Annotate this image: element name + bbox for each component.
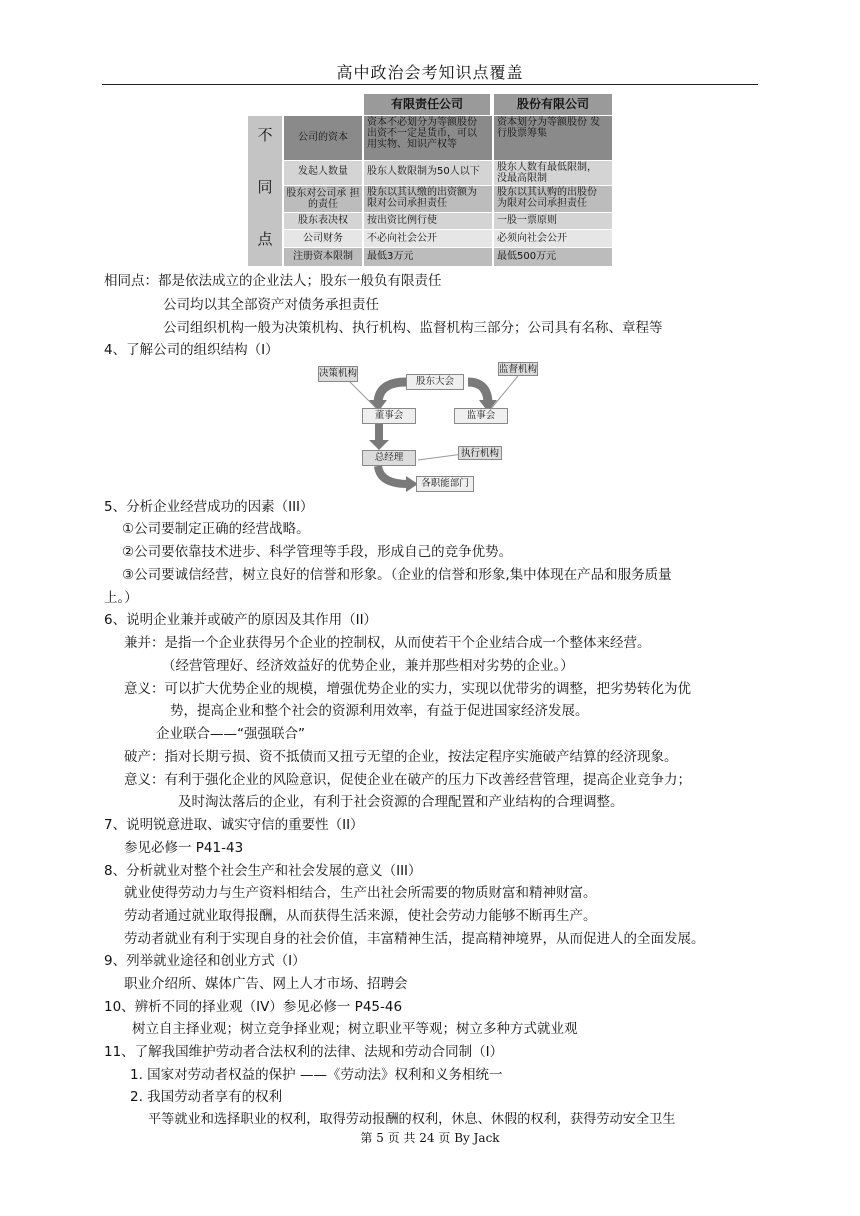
body-line: 2. 我国劳动者享有的权利 [130, 1089, 283, 1105]
row-label: 股东表决权 [284, 213, 362, 229]
side-label-1: 不 [257, 126, 273, 144]
body-line: 势，提高企业和整个社会的资源利用效率，有益于促进国家经济发展。 [170, 703, 589, 719]
body-line: 参见必修一 P41-43 [124, 840, 244, 856]
body-line: 平等就业和选择职业的权利，取得劳动报酬的权利，休息、休假的权利，获得劳动安全卫生 [148, 1112, 676, 1127]
company-comparison-table [248, 94, 612, 266]
row-value-jsc: 必须向社会公开 [494, 230, 612, 247]
side-label-2: 同 [257, 178, 273, 196]
body-line: 劳动者通过就业取得报酬，从而获得生活来源，使社会劳动力能够不断再生产。 [124, 908, 597, 924]
body-line: 上。） [104, 590, 138, 606]
execution-body-label: 执行机构 [458, 446, 502, 460]
section-heading: 6、说明企业兼并或破产的原因及其作用（II） [104, 612, 378, 628]
row-value-jsc: 一股一票原则 [494, 213, 612, 229]
section-heading: 7、说明锐意进取、诚实守信的重要性（II） [104, 817, 364, 833]
header-rule [102, 84, 758, 85]
row-value-jsc: 股东以其认购的出股份 为限对公司承担责任 [494, 186, 612, 212]
body-line: 树立自主择业观；树立竞争择业观；树立职业平等观；树立多种方式就业观 [132, 1021, 578, 1037]
section-heading: 11、了解我国维护劳动者合法权利的法律、法规和劳动合同制（I） [104, 1044, 504, 1060]
body-line: ①公司要制定正确的经营战略。 [122, 521, 310, 537]
decision-body-label: 决策机构 [318, 366, 358, 382]
page-title: 高中政治会考知识点覆盖 [336, 63, 524, 82]
body-line: 就业使得劳动力与生产资料相结合，生产出社会所需要的物质财富和精神财富。 [124, 885, 597, 901]
row-value-jsc: 股东人数有最低限制， 没最高限制 [494, 161, 612, 185]
supervision-body-label: 监督机构 [499, 364, 538, 375]
row-value-llc: 股东人数限制为50人以下 [364, 161, 492, 185]
row-label: 注册资本限制 [284, 248, 362, 266]
row-value-jsc: 资本划分为等额股份 发行股票筹集 [494, 116, 612, 160]
header-llc: 有限责任公司 [364, 94, 490, 115]
body-line: 及时淘汰落后的企业，有利于社会资源的合理配置和产业结构的合理调整。 [178, 794, 624, 810]
row-label: 股东对公司承 担的责任 [284, 186, 362, 212]
side-label-3: 点 [257, 230, 273, 248]
row-value-llc: 资本不必划分为等额股份 出资不一定是货币，可以 用实物、知识产权等 [364, 116, 492, 160]
section-heading: 5、分析企业经营成功的因素（III） [104, 499, 314, 515]
body-line: （经营管理好、经济效益好的优势企业，兼并那些相对劣势的企业。） [162, 658, 574, 674]
general-manager-box: 总经理 [362, 450, 416, 466]
body-line: 兼并：是指一个企业获得另个企业的控制权，从而使若干个企业结合成一个整体来经营。 [124, 635, 651, 651]
body-line: 意义：可以扩大优势企业的规模，增强优势企业的实力，实现以优带劣的调整，把劣势转化为优 [124, 681, 691, 697]
departments-box: 各职能部门 [416, 476, 474, 492]
section-heading: 8、分析就业对整个社会生产和社会发展的意义（III） [104, 863, 422, 879]
shareholders-meeting-box: 股东大会 [406, 374, 464, 390]
body-line: 1. 国家对劳动者权益的保护 ——《劳动法》权利和义务相统一 [130, 1067, 503, 1083]
body-line: 劳动者就业有利于实现自身的社会价值，丰富精神生活，提高精神境界，从而促进人的全面发展。 [124, 931, 705, 947]
similarities-line: 公司均以其全部资产对债务承担责任 [163, 297, 379, 313]
section-heading: 9、列举就业途径和创业方式（I） [104, 953, 306, 969]
body-line: ③公司要诚信经营，树立良好的信誉和形象。（企业的信誉和形象,集中体现在产品和服务质量 [122, 567, 672, 583]
body-line: 职业介绍所、媒体广告、网上人才市场、招聘会 [124, 976, 408, 992]
row-value-jsc: 最低500万元 [494, 248, 612, 266]
row-value-llc: 股东以其认缴的出资额为 限对公司承担责任 [364, 186, 492, 212]
org-structure-diagram [318, 362, 558, 494]
section-heading: 10、辨析不同的择业观（IV）参见必修一 P45-46 [104, 999, 403, 1015]
page-footer: 第 5 页 共 24 页 By Jack [360, 1131, 500, 1145]
row-value-llc: 按出资比例行使 [364, 213, 492, 229]
similarities-line: 公司组织机构一般为决策机构、执行机构、监督机构三部分；公司具有名称、章程等 [163, 320, 663, 336]
body-line: ②公司要依靠技术进步、科学管理等手段，形成自己的竞争优势。 [122, 544, 513, 560]
row-label: 公司的资本 [284, 116, 362, 160]
row-label: 发起人数量 [284, 161, 362, 185]
body-line: 意义：有利于强化企业的风险意识，促使企业在破产的压力下改善经营管理，提高企业竞争力； [124, 772, 691, 788]
board-box: 董事会 [362, 408, 416, 424]
body-line: 破产：指对长期亏损、资不抵债而又扭亏无望的企业，按法定程序实施破产结算的经济现象。 [124, 749, 678, 765]
similarities-line: 相同点：都是依法成立的企业法人；股东一般负有限责任 [104, 273, 442, 289]
row-value-llc: 不必向社会公开 [364, 230, 492, 247]
side-label-column [248, 116, 282, 266]
header-jsc: 股份有限公司 [494, 94, 612, 115]
row-value-llc: 最低3万元 [364, 248, 492, 266]
supervisors-box: 监事会 [454, 408, 508, 424]
body-line: 企业联合——“强强联合” [156, 726, 305, 742]
section-heading: 4、了解公司的组织结构（I） [104, 342, 279, 358]
row-label: 公司财务 [284, 230, 362, 247]
